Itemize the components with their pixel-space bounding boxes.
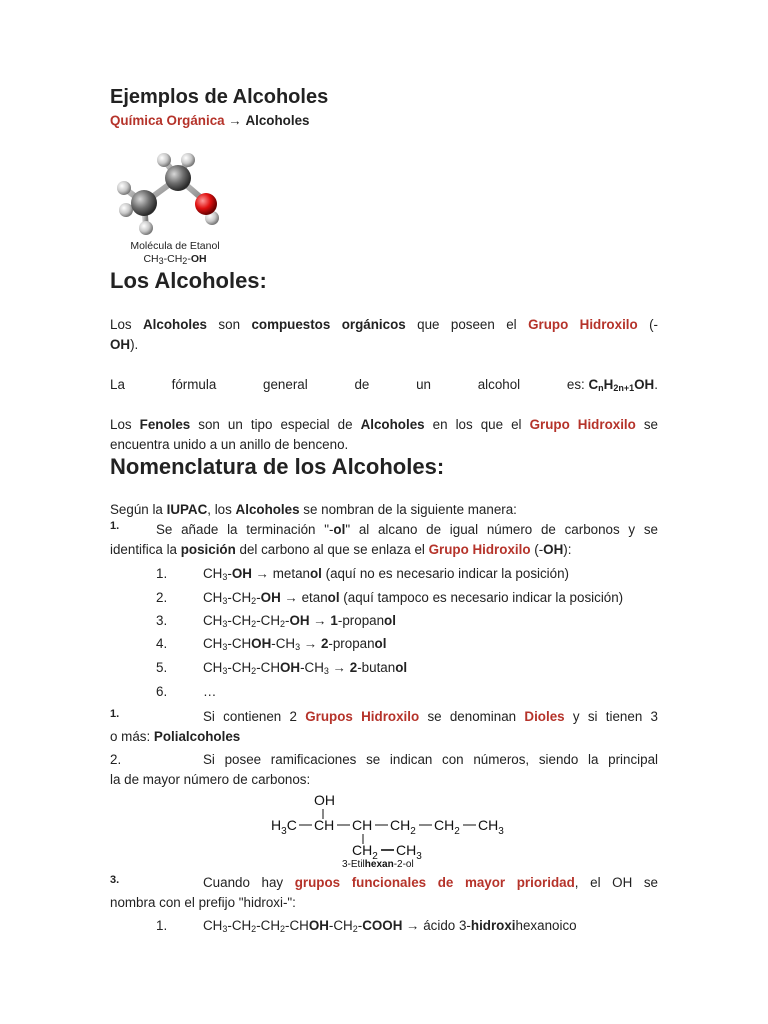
list-item-1-propanol: $CH_3-CH_2-CH_2-OH$ → 1-propanol — [203, 613, 396, 629]
general-formula: $C_nH_{2n+1}OH$ — [588, 377, 655, 393]
paragraph-iupac-intro: Según la IUPAC, los Alcoholes se nombran de la siguiente manera: — [110, 502, 517, 517]
molecule-caption — [124, 240, 226, 268]
rule-3-number: 3. — [110, 874, 120, 886]
section-heading-los-alcoholes: Los Alcoholes: — [110, 268, 267, 293]
breadcrumb-arrow: → — [228, 113, 242, 128]
list-item-metanol: $CH_3-OH$ → metanol (aquí no es necesario indicar la posición) — [203, 566, 570, 582]
molecule-caption-name: Molécula de Etanol — [130, 240, 220, 252]
list-item-number: 1. — [156, 566, 168, 581]
rule-1b-number: 1. — [110, 708, 120, 720]
structure-name: 3-Etilhexan-2-ol — [342, 859, 414, 870]
list-item-number: 1. — [156, 918, 168, 933]
rule-2-number: 2. — [110, 752, 122, 767]
structure-oh: OH — [314, 792, 335, 808]
svg-text:CH: CH — [314, 817, 335, 833]
list-item-number: 4. — [156, 636, 168, 651]
breadcrumb-current: Alcoholes — [245, 113, 310, 128]
rule-1-number: 1. — [110, 520, 120, 532]
breadcrumb-link-quimica-organica[interactable]: Química Orgánica — [110, 113, 225, 128]
rule-2-text: Si posee ramificaciones se indican con números, siendo la principal la de mayor número de carbonos: — [110, 752, 658, 787]
breadcrumb — [110, 111, 309, 131]
paragraph-general-formula: La fórmula general de un alcohol es: $C_nH_{2n+1}OH$. — [110, 377, 658, 393]
molecule-caption-formula: $CH_3-CH_2-OH$ — [143, 253, 207, 266]
paragraph-fenoles: Los Fenoles son un tipo especial de Alcoholes en los que el Grupo Hidroxilo se encuentra unido a un anillo de benceno. — [110, 417, 658, 452]
list-item-number: 6. — [156, 684, 168, 699]
rule-1b-text: Si contienen 2 Grupos Hidroxilo se denominan Dioles y si tienen 3 o más: Polialcoholes — [110, 709, 658, 744]
list-item-ellipsis: … — [203, 684, 217, 699]
page-title: Ejemplos de Alcoholes — [110, 86, 329, 108]
svg-text:CH3: $CH_3$ — [396, 842, 422, 862]
svg-text:CH2: $CH_2$ — [434, 817, 460, 837]
list-item-number: 2. — [156, 590, 168, 605]
paragraph-definition: Los Alcoholes son compuestos orgánicos que poseen el Grupo Hidroxilo (- OH). — [110, 317, 659, 352]
list-item-number: 3. — [156, 613, 168, 628]
rule-3-text: Cuando hay grupos funcionales de mayor prioridad, el OH se nombra con el prefijo "hidroxi-": — [110, 875, 658, 910]
rule-1-text: Se añade la terminación "-ol" al alcano de igual número de carbonos y se identifica la posición del carbono al que se enlaza el Grupo Hidroxilo (-OH): — [110, 522, 658, 557]
list-item-etanol: $CH_3-CH_2-OH$ → etanol (aquí tampoco es necesario indicar la posición) — [203, 590, 624, 606]
structural-formula-3-etilhexan-2-ol — [268, 792, 508, 870]
list-item-acido-3-hidroxihexanoico: $CH_3-CH_2-CH_2-CHOH-CH_2$-COOH → ácido 3-hidroxihexanoico — [203, 918, 577, 934]
section-heading-nomenclatura: Nomenclatura de los Alcoholes: — [110, 454, 445, 479]
list-item-number: 5. — [156, 660, 168, 675]
svg-text:CH: CH — [352, 817, 373, 833]
svg-text:H3C: $H_3C$ — [271, 817, 297, 837]
list-item-2-butanol: $CH_3-CH_2-CHOH-CH_3$ → 2-butanol — [203, 660, 408, 676]
svg-text:CH3: $CH_3$ — [478, 817, 504, 837]
list-item-2-propanol: $CH_3-CHOH-CH_3$ → 2-propanol — [203, 636, 387, 652]
svg-text:CH2: $CH_2$ — [352, 842, 378, 862]
svg-text:CH2: $CH_2$ — [390, 817, 416, 837]
